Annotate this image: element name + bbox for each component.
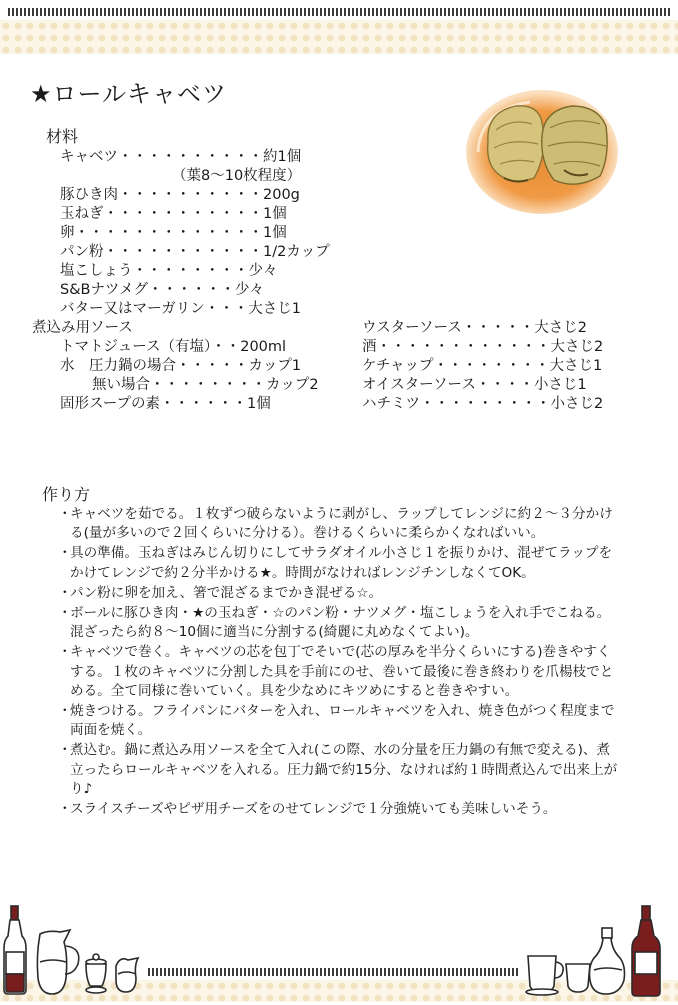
jug-icon — [116, 958, 138, 992]
bullet: ・ — [58, 742, 72, 759]
wine-bottle-icon — [632, 906, 660, 996]
pitcher-icon — [37, 930, 78, 994]
sauce-left-line: 無い場合・・・・・・・・カップ2 — [92, 377, 319, 393]
sauce-right-line: オイスターソース・・・・小さじ1 — [362, 377, 587, 393]
carafe-icon — [590, 928, 625, 994]
bullet: ・ — [58, 584, 72, 601]
step-item — [58, 505, 618, 543]
sauce-right-line: 酒・・・・・・・・・・・・大さじ2 — [362, 339, 604, 355]
ingredient-line: 卵・・・・・・・・・・・・・1個 — [60, 225, 287, 241]
bullet: ・ — [58, 644, 72, 661]
top-border — [0, 0, 678, 56]
sauce-right-line: ハチミツ・・・・・・・・・小さじ2 — [362, 396, 604, 412]
step-item — [58, 741, 618, 799]
sauce-right-line: ウスターソース・・・・・大さじ2 — [362, 320, 587, 336]
step-text: スライスチーズやピザ用チーズをのせてレンジで１分強焼いても美味しいそう。 — [70, 801, 557, 818]
step-text: 煮込む。鍋に煮込み用ソースを全て入れ(この際、水の分量を圧力鍋の有無で変える)、煮立ったらロールキャベツを入れる。圧力鍋で約15分、なければ約１時間煮込んで出来上がり♪ — [70, 742, 618, 797]
step-text: キャベツを茹でる。１枚ずつ破らないように剥がし、ラップしてレンジに約２～３分かける(量が多いので２回くらいに分ける）。巻けるくらいに柔らかくなればいい。 — [70, 506, 613, 542]
steps-list — [58, 505, 618, 820]
sauce-left-line: 固形スープの素・・・・・・1個 — [60, 396, 271, 412]
ingredient-line: キャベツ・・・・・・・・・・約1個 — [60, 149, 302, 165]
top-dot-band — [0, 20, 678, 54]
ingredient-line: 玉ねぎ・・・・・・・・・・・1個 — [60, 206, 287, 222]
bullet: ・ — [58, 703, 72, 720]
bullet: ・ — [58, 545, 72, 562]
ingredient-note: （葉8～10枚程度） — [172, 168, 302, 184]
wine-bottle-icon — [4, 906, 26, 994]
ingredient-line: パン粉・・・・・・・・・・・1/2カップ — [60, 244, 330, 260]
kitchenware-illustration — [0, 900, 678, 1005]
ingredient-line: 豚ひき肉・・・・・・・・・・200g — [60, 187, 300, 203]
top-stripe — [8, 8, 670, 16]
sauce-left-line: トマトジュース（有塩）・・200ml — [60, 339, 287, 355]
sauce-heading: 煮込み用ソース — [32, 320, 133, 336]
bullet: ・ — [58, 801, 72, 818]
step-text: ボールに豚ひき肉・★の玉ねぎ・☆のパン粉・ナツメグ・塩こしょうを入れ手でこねる。混ざったら約８～10個に適当に分割する(綺麗に丸めなくてよい)。 — [70, 605, 611, 641]
bullet: ・ — [58, 506, 72, 522]
step-item — [58, 584, 618, 603]
sauce-left-line: 水 圧力鍋の場合・・・・・カップ1 — [60, 358, 302, 374]
step-item — [58, 800, 618, 819]
sauce-right-line: ケチャップ・・・・・・・・大さじ1 — [362, 358, 603, 374]
step-text: パン粉に卵を加え、箸で混ざるまでかき混ぜる☆。 — [70, 584, 383, 601]
ingredients-heading: 材料 — [46, 127, 79, 146]
sugar-pot-icon — [86, 954, 106, 993]
bullet: ・ — [58, 605, 72, 622]
cup-icon — [526, 956, 563, 995]
roll-cabbage-photo — [460, 82, 620, 222]
step-text: 具の準備。玉ねぎはみじん切りにしてサラダオイル小さじ１を振りかけ、混ぜてラップをかけてレンジで約２分半かける★。時間がなければレンジチンしなくてOK。 — [70, 545, 613, 581]
step-item — [58, 702, 618, 740]
step-text: キャベツで巻く。キャベツの芯を包丁でそいで(芯の厚みを半分くらいにする)巻きやすくする。１枚のキャベツに分割した具を手前にのせ、巻いて最後に巻き終わりを爪楊枝でとめる。全て同様に巻いていく。具を少なめにキツめにすると巻きやすい。 — [70, 644, 614, 699]
steps-heading: 作り方 — [42, 485, 91, 504]
step-text: 焼きつける。フライパンにバターを入れ、ロールキャベツを入れ、焼き色がつく程度まで両面を焼く。 — [70, 703, 615, 739]
step-item — [58, 643, 618, 701]
step-item — [58, 544, 618, 582]
recipe-title: ★ロールキャベツ — [30, 80, 228, 108]
ingredient-line: バター又はマーガリン・・・大さじ1 — [60, 301, 301, 317]
ingredient-line: S&Bナツメグ・・・・・・少々 — [60, 282, 265, 298]
step-item — [58, 604, 618, 642]
ingredient-line: 塩こしょう・・・・・・・・少々 — [60, 263, 278, 279]
